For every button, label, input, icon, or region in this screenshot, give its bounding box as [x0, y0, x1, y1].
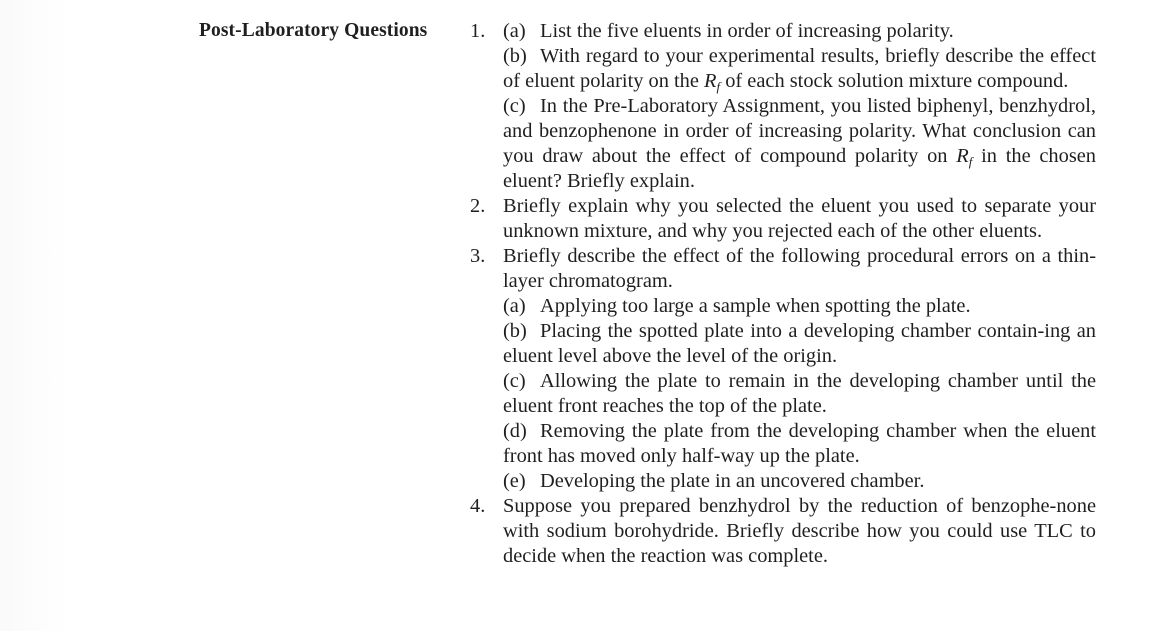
part-text: in the chosen eluent? Briefly explain.	[503, 145, 1096, 192]
part-text: Allowing the plate to remain in the developing chamber until the eluent front reaches the top of the plate.	[503, 370, 1096, 417]
part-label: (a)	[503, 295, 526, 317]
part-label: (c)	[503, 95, 526, 117]
question-number: 1.	[470, 20, 486, 42]
page-edge-shadow	[0, 0, 70, 631]
part-text: of each stock solution mixture compound.	[720, 70, 1069, 92]
question-2-text: Briefly explain why you selected the eluent you used to separate your unknown mixture, and why you rejected each of the other eluents.	[503, 195, 1096, 242]
question-number: 4.	[470, 495, 486, 517]
question-1-part-b	[503, 44, 1096, 94]
part-text: With regard to your experimental results, briefly describe the effect of eluent polarity on the	[503, 45, 1096, 92]
question-number: 2.	[470, 195, 486, 217]
question-3-part-e	[503, 469, 1096, 494]
part-text: Applying too large a sample when spotting the plate.	[540, 295, 971, 317]
part-text: Developing the plate in an uncovered chamber.	[540, 470, 925, 492]
question-4-text: Suppose you prepared benzhydrol by the reduction of benzophe-none with sodium borohydride. Briefly describe how you could use TLC to decide when the reaction was complete.	[503, 495, 1096, 567]
part-text: List the five eluents in order of increasing polarity.	[540, 20, 954, 42]
question-3	[470, 244, 1096, 494]
question-2	[470, 194, 1096, 244]
question-3-part-c	[503, 369, 1096, 419]
question-3-text: Briefly describe the effect of the following procedural errors on a thin-layer chromatogram.	[503, 245, 1096, 292]
rf-symbol: $R_f$	[704, 70, 721, 94]
question-1-part-a	[503, 19, 1096, 44]
section-heading: Post-Laboratory Questions	[199, 20, 428, 41]
part-text: Placing the spotted plate into a developing chamber contain-ing an eluent level above the level of the origin.	[503, 320, 1096, 367]
question-list	[470, 19, 1096, 569]
part-text: In the Pre-Laboratory Assignment, you listed biphenyl, benzhydrol, and benzophenone in order of increasing polarity. What conclusion can you draw about the effect of compound polarity on	[503, 95, 1096, 167]
rf-symbol: $R_f$	[956, 145, 973, 169]
question-3-part-a	[503, 294, 1096, 319]
question-number: 3.	[470, 245, 486, 267]
part-text: Removing the plate from the developing chamber when the eluent front has moved only half-way up the plate.	[503, 420, 1096, 467]
part-label: (c)	[503, 370, 526, 392]
question-3-part-d	[503, 419, 1096, 469]
question-1	[470, 19, 1096, 194]
part-label: (e)	[503, 470, 526, 492]
part-label: (b)	[503, 320, 527, 342]
part-label: (d)	[503, 420, 527, 442]
question-1-part-c	[503, 94, 1096, 194]
part-label: (a)	[503, 20, 526, 42]
question-4	[470, 494, 1096, 569]
question-3-part-b	[503, 319, 1096, 369]
part-label: (b)	[503, 45, 527, 67]
